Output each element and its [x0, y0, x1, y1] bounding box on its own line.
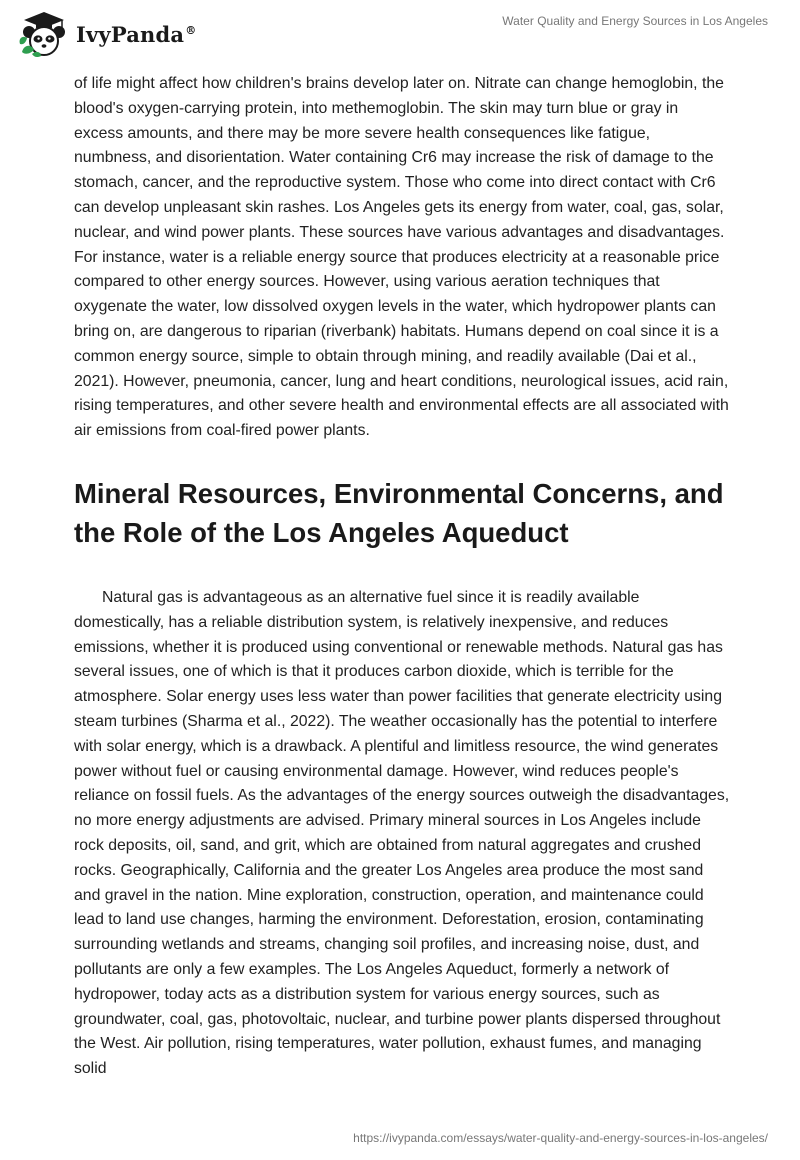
source-url-link[interactable]: https://ivypanda.com/essays/water-quality-and-energy-sources-in-los-angeles/ [353, 1131, 768, 1145]
body-paragraph-2: Natural gas is advantageous as an alternative fuel since it is readily available domestically, has a reliable distribution system, is relatively inexpensive, and reduces emissions, whether it is produced using conventional or renewable methods. Natural gas has several issues, one of which is that it produces carbon dioxide, which is terrible for the atmosphere. Solar energy uses less water than power facilities that generate electricity using steam turbines (Sharma et al., 2022). The weather occasionally has the potential to interfere with solar energy, which is a drawback. A plentiful and limitless resource, the wind generates power without fuel or causing environmental damage. However, wind reduces people's reliance on fossil fuels. As the advantages of the energy sources outweigh the disadvantages, no more energy adjustments are advised. Primary mineral sources in Los Angeles include rock deposits, oil, sand, and grit, which are obtained from natural aggregates and crushed rocks. Geographically, California and the greater Los Angeles area produce the most sand and gravel in the nation. Mine exploration, construction, operation, and maintenance could lead to land use changes, harming the environment. Deforestation, erosion, contaminating surrounding wetlands and streams, changing soil profiles, and increasing noise, dust, and pollutants are only a few examples. The Los Angeles Aqueduct, formerly a network of hydropower, today acts as a distribution system for various energy sources, such as groundwater, coal, gas, photovoltaic, nuclear, and turbine power plants dispersed throughout the West. Air pollution, rising temperatures, water pollution, exhaust fumes, and managing solid [74, 588, 730, 1078]
brand-name-text: IvyPanda [76, 21, 185, 47]
body-paragraph-1: of life might affect how children's brains develop later on. Nitrate can change hemoglobin, the blood's oxygen-carrying protein, into methemoglobin. The skin may turn blue or gray in excess amounts, and there may be more severe health consequences like fatigue, numbness, and disorientation. Water containing Cr6 may increase the risk of damage to the stomach, cancer, and the reproductive system. Those who come into direct contact with Cr6 can develop unpleasant skin rashes. Los Angeles gets its energy from water, coal, gas, solar, nuclear, and wind power plants. These sources have various advantages and disadvantages. For instance, water is a reliable energy source that produces electricity at a reasonable price compared to other energy sources. However, using various aeration techniques that oxygenate the water, low dissolved oxygen levels in the water, which hydropower plants can bring on, are dangerous to riparian (riverbank) habitats. Humans depend on coal since it is a common energy source, simple to obtain through mining, and readily available (Dai et al., 2021). However, pneumonia, cancer, lung and heart conditions, neurological issues, acid rain, rising temperatures, and other severe health and environmental effects are all associated with air emissions from coal-fired power plants. [74, 75, 729, 440]
ivypanda-logo[interactable] [14, 8, 196, 60]
panda-graduation-cap-icon [14, 8, 70, 60]
registered-mark: ® [185, 23, 197, 37]
page-header [0, 0, 800, 68]
brand-name [76, 22, 196, 47]
essay-content [74, 72, 730, 1082]
section-heading: Mineral Resources, Environmental Concerns, and the Role of the Los Angeles Aqueduct [74, 477, 724, 548]
document-title: Water Quality and Energy Sources in Los Angeles [502, 14, 768, 28]
